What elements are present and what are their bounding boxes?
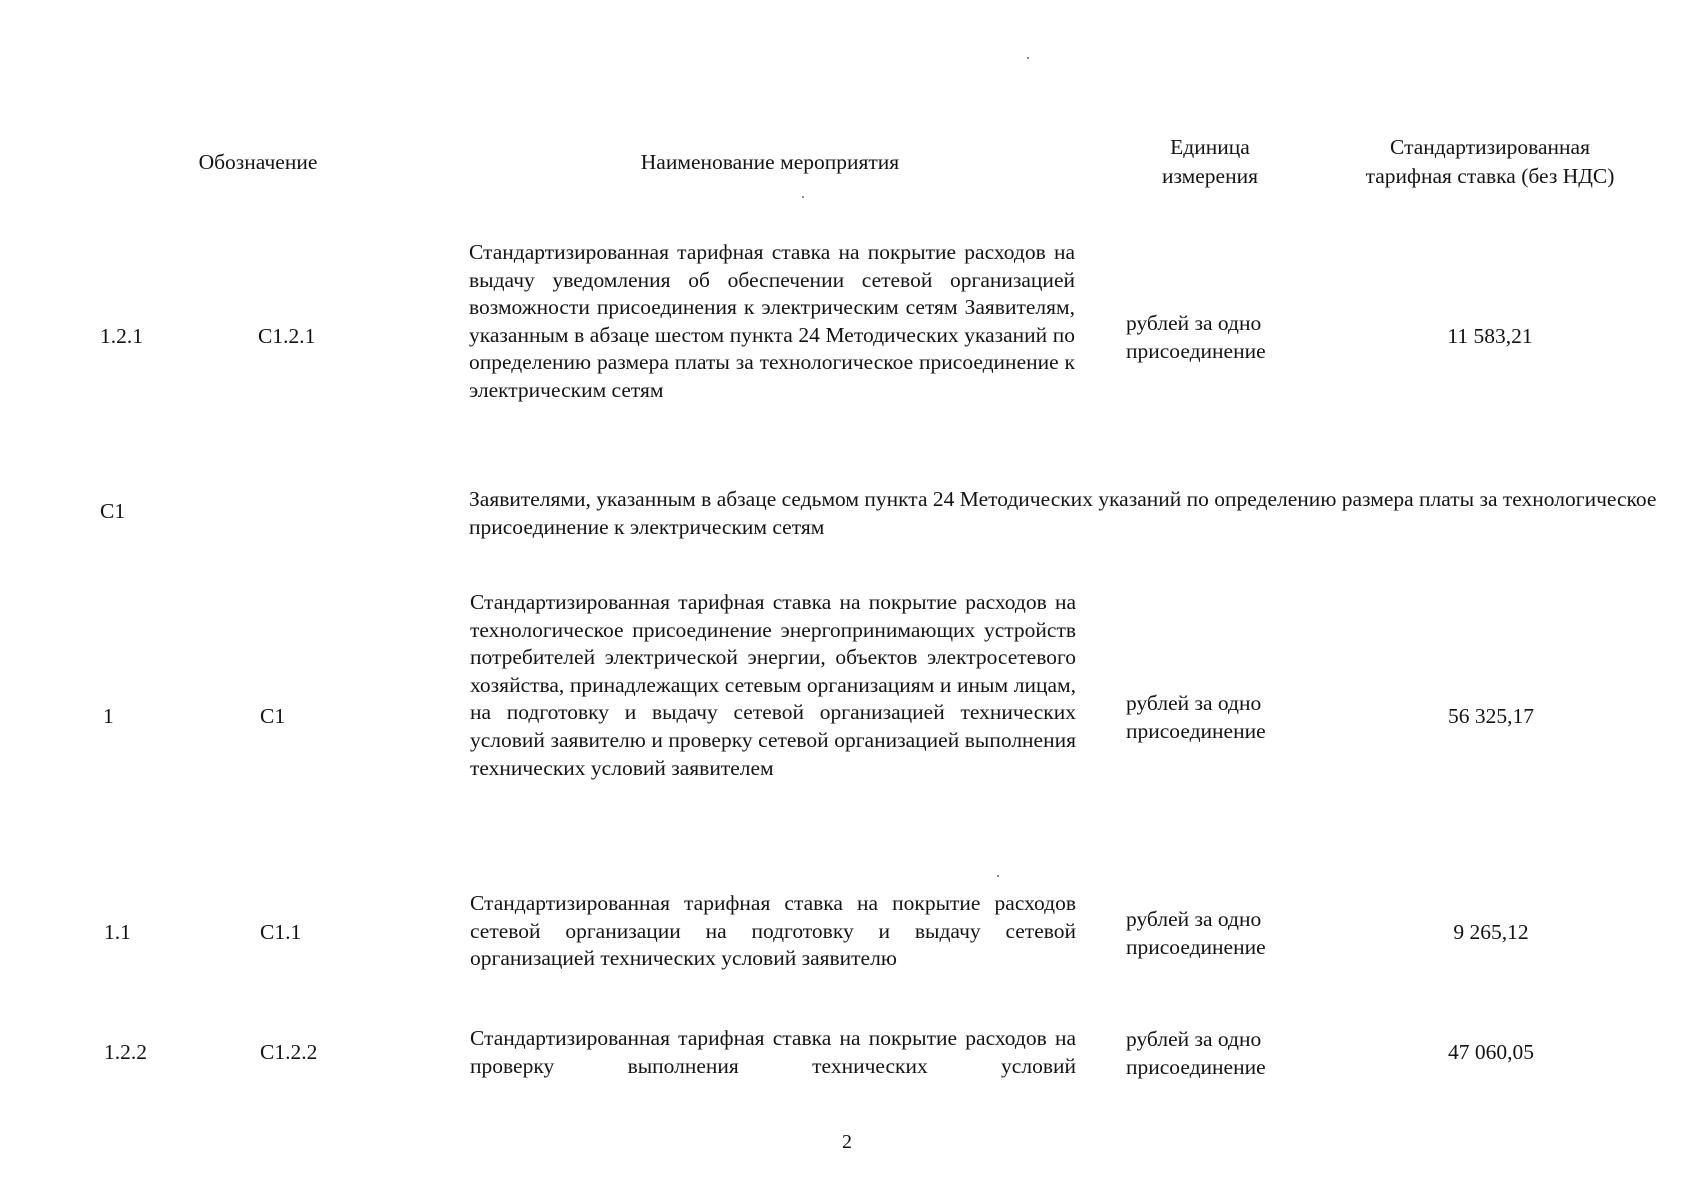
row-unit xyxy=(1126,310,1266,365)
row-unit xyxy=(1126,690,1266,745)
row-unit-line2: присоединение xyxy=(1126,718,1266,743)
scan-speck xyxy=(997,875,999,877)
header-rate-line2: тарифная ставка (без НДС) xyxy=(1365,164,1615,188)
section-code: С1 xyxy=(100,499,126,523)
row-rate: 56 325,17 xyxy=(1448,704,1534,728)
row-unit-line1: рублей за одно xyxy=(1126,1027,1262,1051)
row-rate: 11 583,21 xyxy=(1447,324,1533,348)
row-unit-line1: рублей за одно xyxy=(1126,907,1262,931)
row-unit xyxy=(1126,906,1266,961)
row-description: Стандартизированная тарифная ставка на покрытие расходов на проверку выполнения технических условий xyxy=(470,1026,1076,1078)
row-unit-line1: рублей за одно xyxy=(1126,691,1262,715)
row-unit-line2: присоединение xyxy=(1126,1054,1266,1079)
section-text: Заявителями, указанным в абзаце седьмом пункта 24 Методических указаний по определению размера платы за технологическое присоединение к электрическим сетям xyxy=(469,487,1657,539)
row-description: Стандартизированная тарифная ставка на покрытие расходов на выдачу уведомления об обеспечении сетевой организацией возможности присоединения к электрическим сетям Заявителям, указанным в абзаце шестом пункта 24 Методических указаний по определению размера платы за технологическое присоединение к электрическим сетям xyxy=(469,240,1075,402)
row-unit-line2: присоединение xyxy=(1126,934,1266,959)
row-description: Стандартизированная тарифная ставка на покрытие расходов сетевой организации на подготовку и выдачу сетевой организацией технических условий заявителю xyxy=(470,891,1076,971)
row-description: Стандартизированная тарифная ставка на покрытие расходов на технологическое присоединение энергопринимающих устройств потребителей электрической энергии, объектов электросетевого хозяйства, принадлежащих сетевым организациям и иным лицам, на подготовку и выдачу сетевой организацией технических условий заявителю и проверку сетевой организацией выполнения технических условий заявителем xyxy=(470,590,1076,780)
row-number: 1 xyxy=(103,704,114,728)
header-rate-line1: Стандартизированная xyxy=(1390,135,1590,159)
row-rate: 47 060,05 xyxy=(1448,1040,1534,1064)
row-number: 1.2.2 xyxy=(104,1040,147,1064)
header-unit xyxy=(1110,133,1310,191)
row-code: С1 xyxy=(260,704,286,728)
row-unit-line1: рублей за одно xyxy=(1126,311,1262,335)
header-unit-line2: измерения xyxy=(1161,164,1259,188)
row-code: С1.2.1 xyxy=(258,324,316,348)
row-number: 1.2.1 xyxy=(100,324,143,348)
scan-speck xyxy=(802,196,804,198)
scan-speck xyxy=(1027,57,1029,59)
row-number: 1.1 xyxy=(104,920,131,944)
header-activity-name: Наименование мероприятия xyxy=(640,150,900,174)
row-unit-line2: присоединение xyxy=(1126,338,1266,363)
page-number: 2 xyxy=(842,1131,852,1153)
header-designation: Обозначение xyxy=(198,150,318,174)
row-unit xyxy=(1126,1026,1266,1081)
row-rate: 9 265,12 xyxy=(1453,920,1529,944)
row-code: С1.2.2 xyxy=(260,1040,318,1064)
header-rate xyxy=(1330,133,1650,191)
row-code: С1.1 xyxy=(260,920,302,944)
header-unit-line1: Единица xyxy=(1170,135,1250,159)
